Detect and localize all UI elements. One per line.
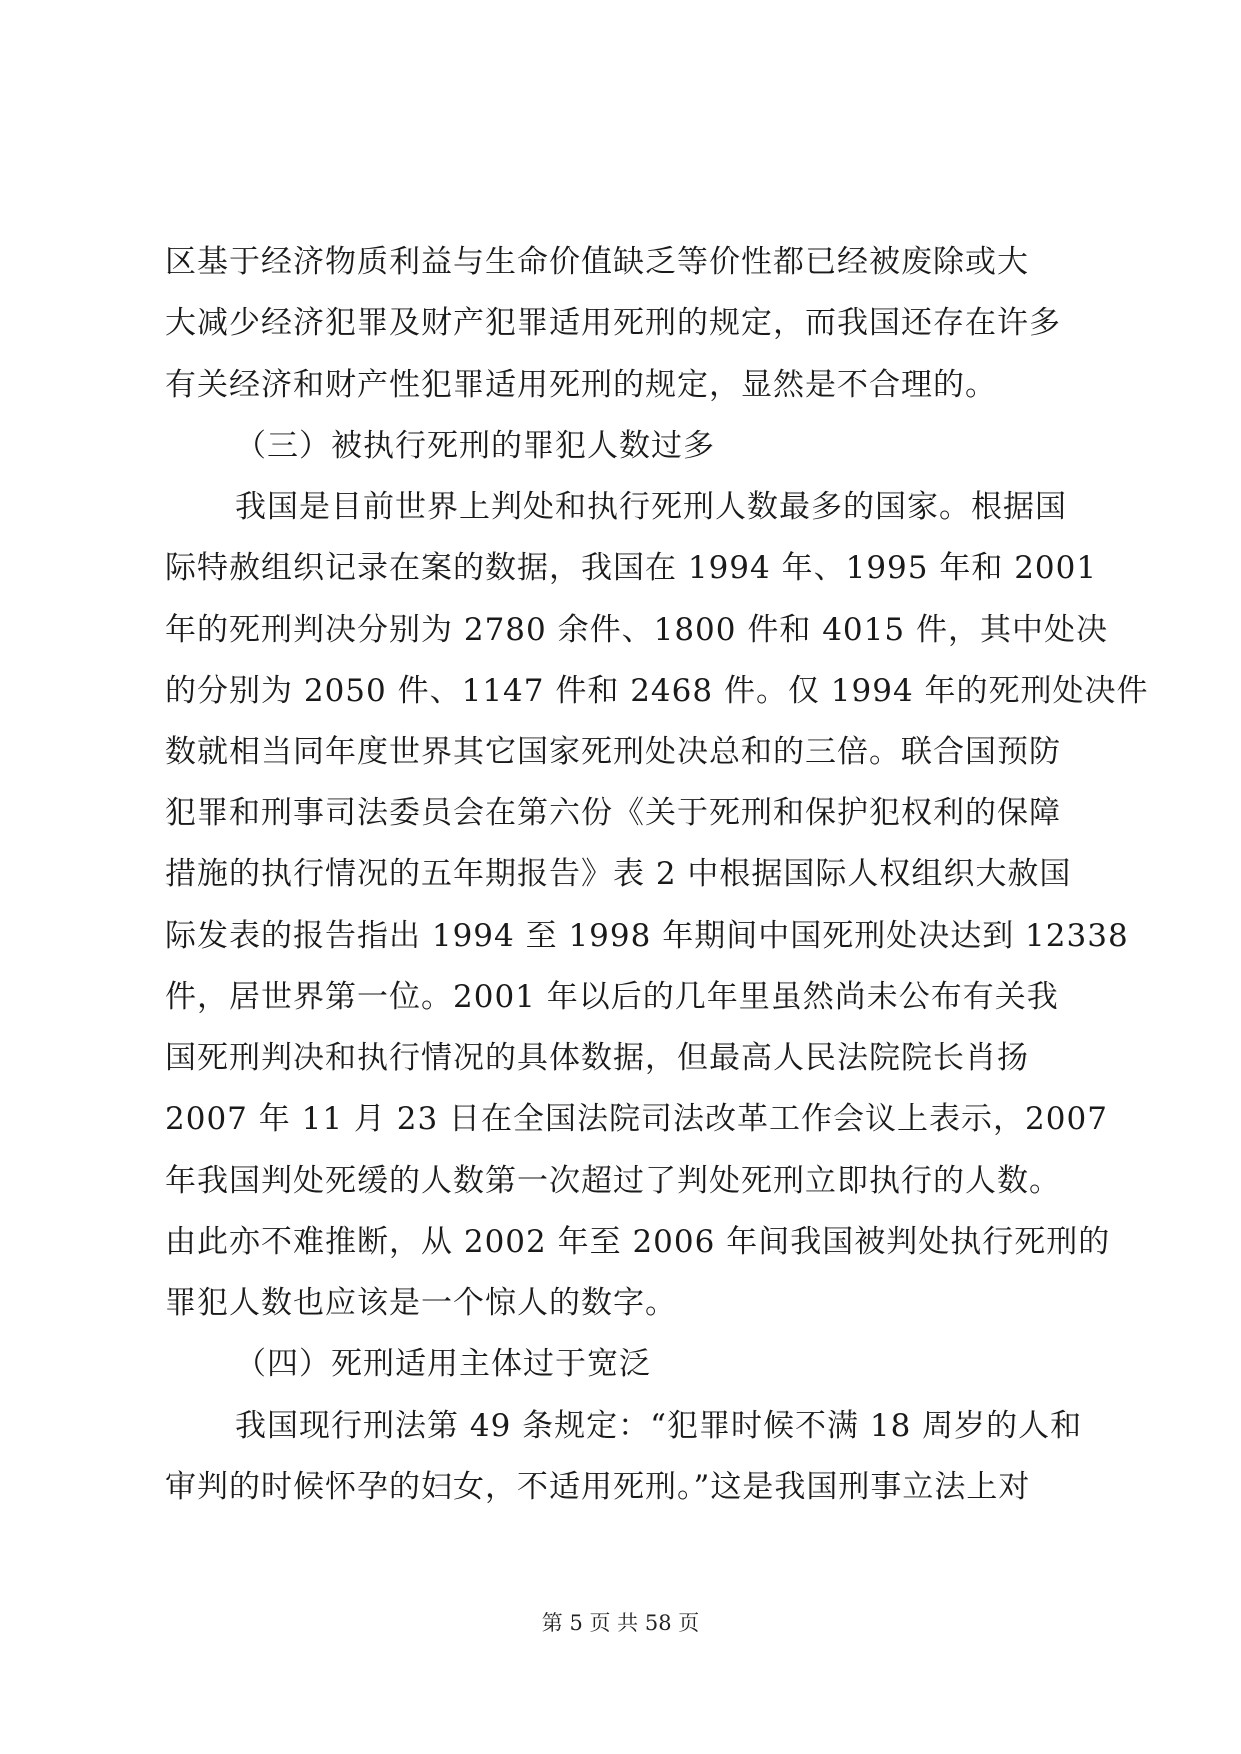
body-line: 区基于经济物质利益与生命价值缺乏等价性都已经被废除或大: [165, 244, 1029, 280]
body-line: 大减少经济犯罪及财产犯罪适用死刑的规定，而我国还存在许多: [165, 305, 1061, 341]
body-line: 国死刑判决和执行情况的具体数据，但最高人民法院院长肖扬: [165, 1040, 1029, 1076]
body-line: 有关经济和财产性犯罪适用死刑的规定，显然是不合理的。: [165, 367, 997, 403]
body-line: 数就相当同年度世界其它国家死刑处决总和的三倍。联合国预防: [165, 734, 1061, 770]
body-line: 审判的时候怀孕的妇女，不适用死刑。”这是我国刑事立法上对: [165, 1469, 1031, 1505]
body-line: 件，居世界第一位。2001 年以后的几年里虽然尚未公布有关我: [165, 979, 1059, 1015]
section-heading-3: （三）被执行死刑的罪犯人数过多: [235, 428, 715, 464]
body-line: 年的死刑判决分别为 2780 余件、1800 件和 4015 件，其中处决: [165, 612, 1108, 648]
section-heading-4: （四）死刑适用主体过于宽泛: [235, 1346, 651, 1382]
body-line: 由此亦不难推断，从 2002 年至 2006 年间我国被判处执行死刑的: [165, 1224, 1111, 1260]
body-line: 2007 年 11 月 23 日在全国法院司法改革工作会议上表示，2007: [165, 1101, 1108, 1137]
body-line: 年我国判处死缓的人数第一次超过了判处死刑立即执行的人数。: [165, 1163, 1061, 1199]
body-line: 我国现行刑法第 49 条规定：“犯罪时候不满 18 周岁的人和: [235, 1408, 1083, 1444]
body-line: 措施的执行情况的五年期报告》表 2 中根据国际人权组织大赦国: [165, 856, 1072, 892]
body-line: 际发表的报告指出 1994 至 1998 年期间中国死刑处决达到 12338: [165, 918, 1129, 954]
body-line: 罪犯人数也应该是一个惊人的数字。: [165, 1285, 677, 1321]
body-line: 犯罪和刑事司法委员会在第六份《关于死刑和保护犯权利的保障: [165, 795, 1061, 831]
body-line: 我国是目前世界上判处和执行死刑人数最多的国家。根据国: [235, 489, 1067, 525]
body-line: 际特赦组织记录在案的数据，我国在 1994 年、1995 年和 2001: [165, 550, 1098, 586]
body-line: 的分别为 2050 件、1147 件和 2468 件。仅 1994 年的死刑处决件: [165, 673, 1149, 709]
page-number-footer: 第 5 页 共 58 页: [541, 1611, 700, 1635]
